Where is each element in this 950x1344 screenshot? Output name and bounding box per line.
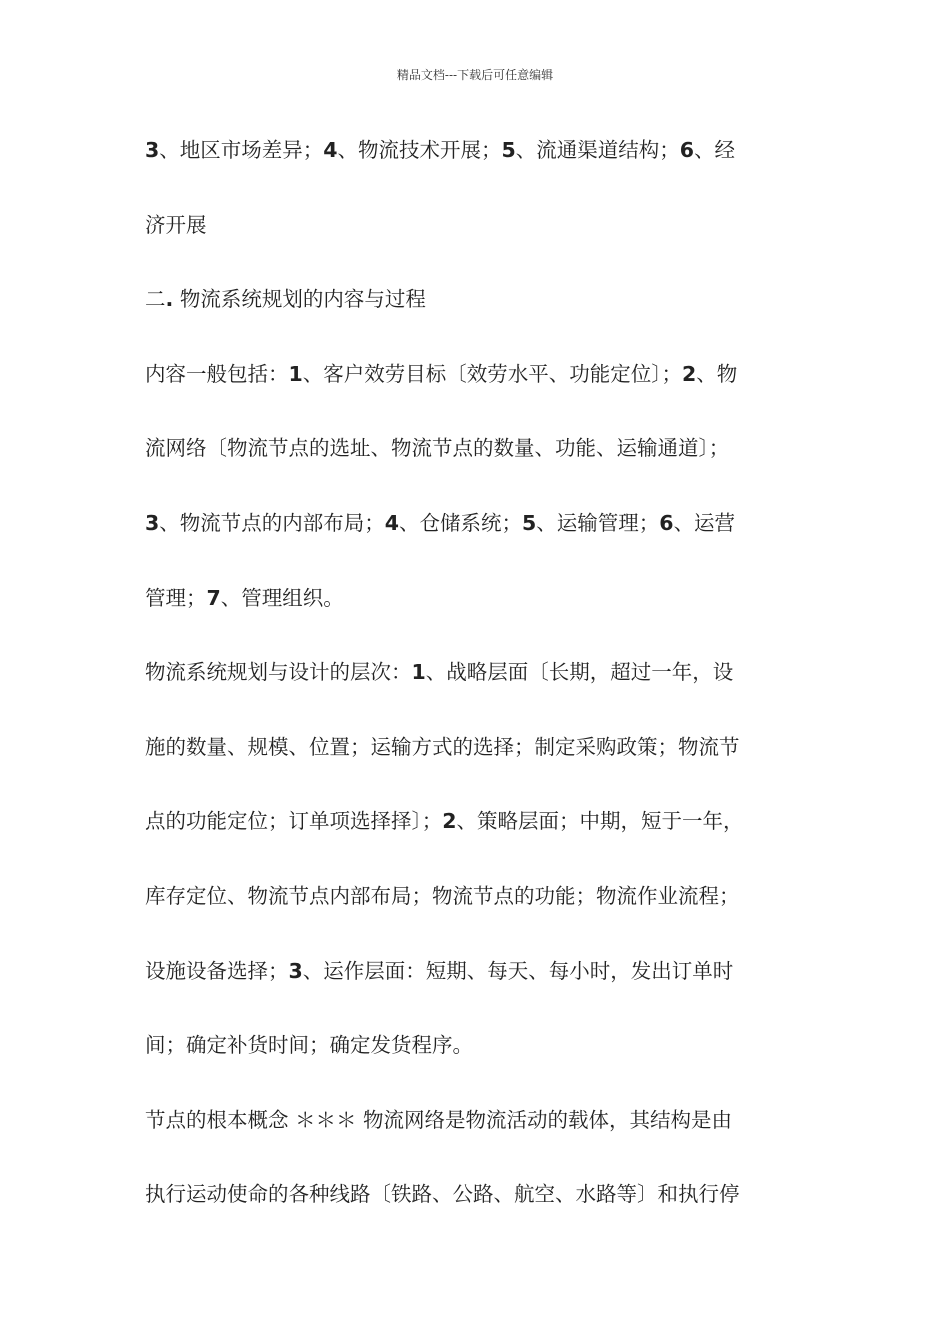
text-line: 间；确定补货时间；确定发货程序。 (145, 1033, 473, 1058)
text-line: 内容一般包括：1、客户效劳目标〔效劳水平、功能定位〕；2、物 (145, 361, 738, 386)
text-line: 点的功能定位；订单项选择择〕；2、策略层面；中期，短于一年， (145, 809, 744, 834)
text-line: 施的数量、规模、位置；运输方式的选择；制定采购政策；物流节 (145, 734, 740, 759)
page-header: 精品文档---下载后可任意编辑 (396, 68, 554, 82)
text-line: 济开展 (145, 212, 207, 237)
section-heading: 二. 物流系统规划的内容与过程 (145, 287, 426, 312)
text-line: 节点的根本概念 ＊＊＊ 物流网络是物流活动的载体，其结构是由 (145, 1107, 733, 1132)
text-line: 物流系统规划与设计的层次：1、战略层面〔长期，超过一年，设 (145, 660, 734, 685)
document-body (145, 128, 810, 1247)
text-line: 设施设备选择；3、运作层面：短期、每天、每小时，发出订单时 (145, 958, 734, 983)
text-line: 执行运动使命的各种线路〔铁路、公路、航空、水路等〕和执行停 (145, 1182, 740, 1207)
text-line: 库存定位、物流节点内部布局；物流节点的功能；物流作业流程； (145, 883, 740, 908)
text-line: 流网络〔物流节点的选址、物流节点的数量、功能、运输通道〕； (145, 436, 730, 461)
text-line: 管理；7、管理组织。 (145, 585, 344, 610)
text-line: 3、地区市场差异；4、物流技术开展；5、流通渠道结构；6、经 (145, 138, 736, 162)
text-line: 3、物流节点的内部布局；4、仓储系统；5、运输管理；6、运营 (145, 510, 736, 535)
